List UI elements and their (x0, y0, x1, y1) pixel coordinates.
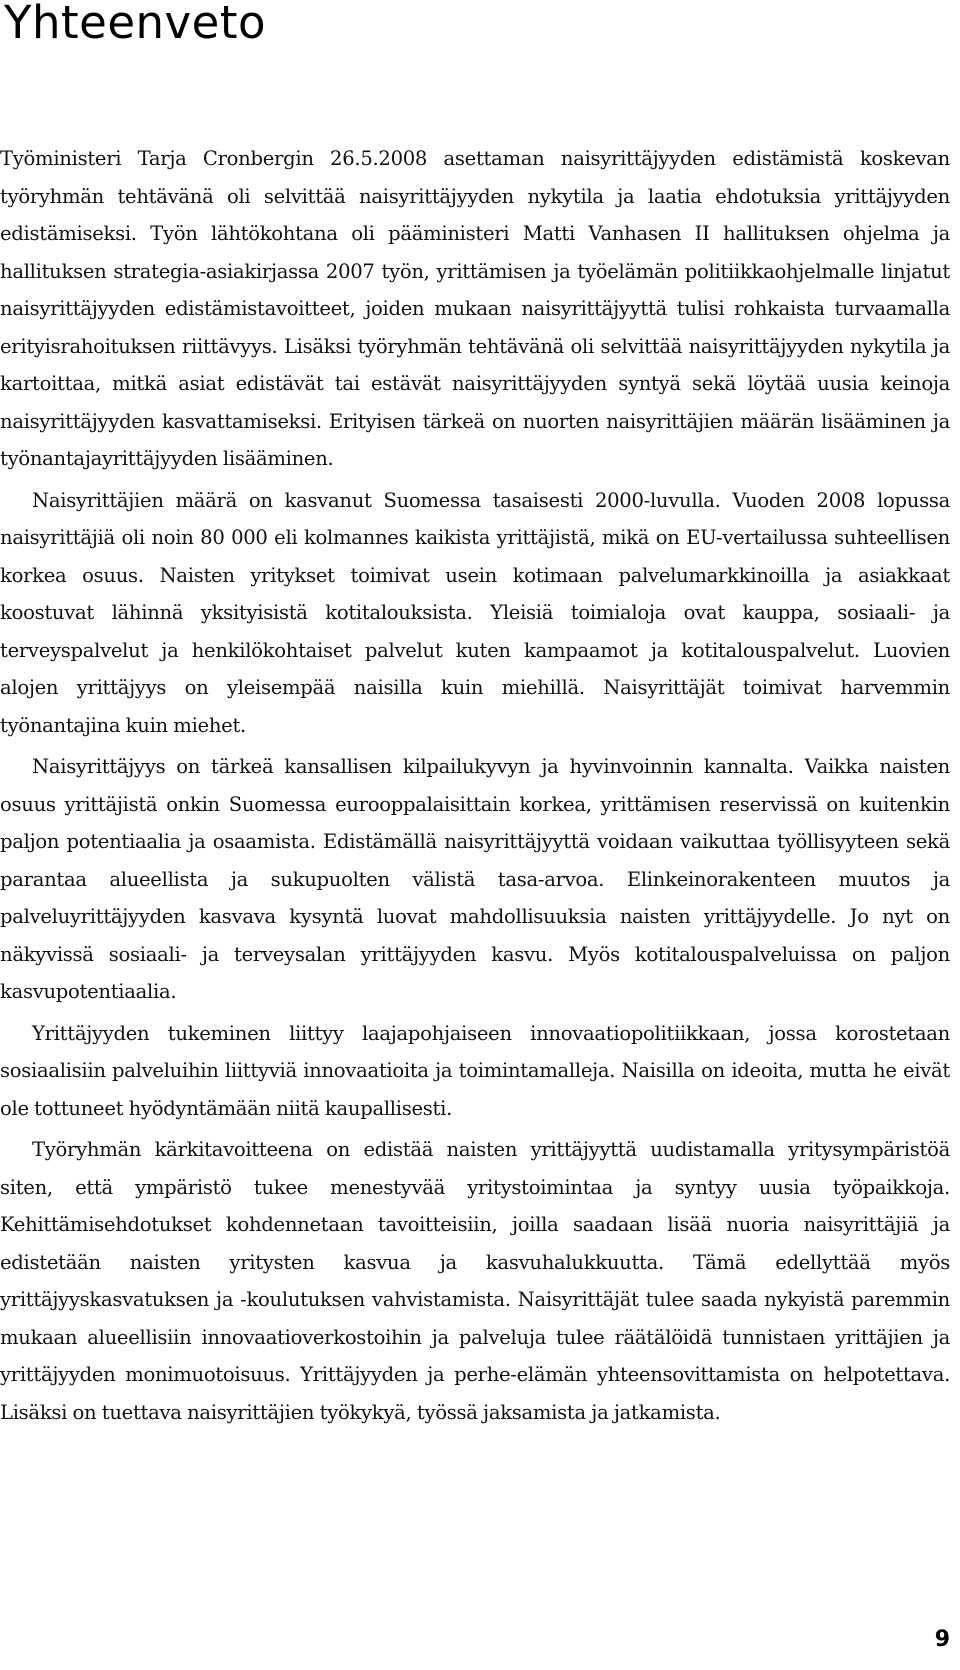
paragraph-3: Naisyrittäjyys on tärkeä kansallisen kilpailukyvyn ja hyvinvoinnin kannalta. Vaikka naisten osuus yrittäjistä onkin Suomessa eurooppalaisittain korkea, yrittämisen reservissä on kuitenkin paljon potentiaalia ja osaamista. Edistämällä naisyrittäjyyttä voidaan vaikuttaa työllisyyteen sekä parantaa alueellista ja sukupuolten välistä tasa-arvoa. Elinkeinorakenteen muutos ja palveluyrittäjyyden kasvava kysyntä luovat mahdollisuuksia naisten yrittäjyydelle. Jo nyt on näkyvissä sosiaali- ja terveysalan yrittäjyyden kasvu. Myös kotitalouspalveluissa on paljon kasvupotentiaalia. (0, 755, 950, 1003)
paragraph-1: Työministeri Tarja Cronbergin 26.5.2008 asettaman naisyrittäjyyden edistämistä koskevan työryhmän tehtävänä oli selvittää naisyrittäjyyden nykytila ja laatia ehdotuksia yrittäjyyden edistämiseksi. Työn lähtökohtana oli pääministeri Matti Vanhasen II hallituksen ohjelma ja hallituksen strategia-asiakirjassa 2007 työn, yrittämisen ja työelämän politiikkaohjelmalle linjatut naisyrittäjyyden edistämistavoitteet, joiden mukaan naisyrittäjyyttä tulisi rohkaista turvaamalla erityisrahoituksen riittävyys. Lisäksi työryhmän tehtävänä oli selvittää naisyrittäjyyden nykytila ja kartoittaa, mitkä asiat edistävät tai estävät naisyrittäjyyden syntyä sekä löytää uusia keinoja naisyrittäjyyden kasvattamiseksi. Erityisen tärkeä on nuorten naisyrittäjien määrän lisääminen ja työnantajayrittäjyyden lisääminen. (0, 147, 950, 470)
paragraph-4: Yrittäjyyden tukeminen liittyy laajapohjaiseen innovaatiopolitiikkaan, jossa korostetaan sosiaalisiin palveluihin liittyviä innovaatioita ja toimintamalleja. Naisilla on ideoita, mutta he eivät ole tottuneet hyödyntämään niitä kaupallisesti. (0, 1021, 950, 1120)
page-title: Yhteenveto (4, 0, 267, 49)
summary-body (0, 140, 950, 1431)
paragraph-2: Naisyrittäjien määrä on kasvanut Suomessa tasaisesti 2000-luvulla. Vuoden 2008 lopussa naisyrittäjiä oli noin 80 000 eli kolmannes kaikista yrittäjistä, mikä on EU-vertailussa suhteellisen korkea osuus. Naisten yritykset toimivat usein kotimaan palvelumarkkinoilla ja asiakkaat koostuvat lähinnä yksityisistä kotitalouksista. Yleisiä toimialoja ovat kauppa, sosiaali- ja terveyspalvelut ja henkilökohtaiset palvelut kuten kampaamot ja kotitalouspalvelut. Luovien alojen yrittäjyys on yleisempää naisilla kuin miehillä. Naisyrittäjät toimivat harvemmin työnantajina kuin miehet. (0, 488, 950, 737)
paragraph-5: Työryhmän kärkitavoitteena on edistää naisten yrittäjyyttä uudistamalla yritysympäristöä siten, että ympäristö tukee menestyvää yritystoimintaa ja syntyy uusia työpaikkoja. Kehittämisehdotukset kohdennetaan tavoitteisiin, joilla saadaan lisää nuoria naisyrittäjiä ja edistetään naisten yritysten kasvua ja kasvuhalukkuutta. Tämä edellyttää myös yrittäjyyskasvatuksen ja -koulutuksen vahvistamista. Naisyrittäjät tulee saada nykyistä paremmin mukaan alueellisiin innovaatioverkostoihin ja palveluja tulee räätälöidä tunnistaen yrittäjien ja yrittäjyyden monimuotoisuus. Yrittäjyyden ja perhe-elämän yhteensovittamista on helpotettava. Lisäksi on tuettava naisyrittäjien työkykyä, työssä jaksamista ja jatkamista. (0, 1138, 950, 1424)
page-number: 9 (934, 1627, 950, 1652)
